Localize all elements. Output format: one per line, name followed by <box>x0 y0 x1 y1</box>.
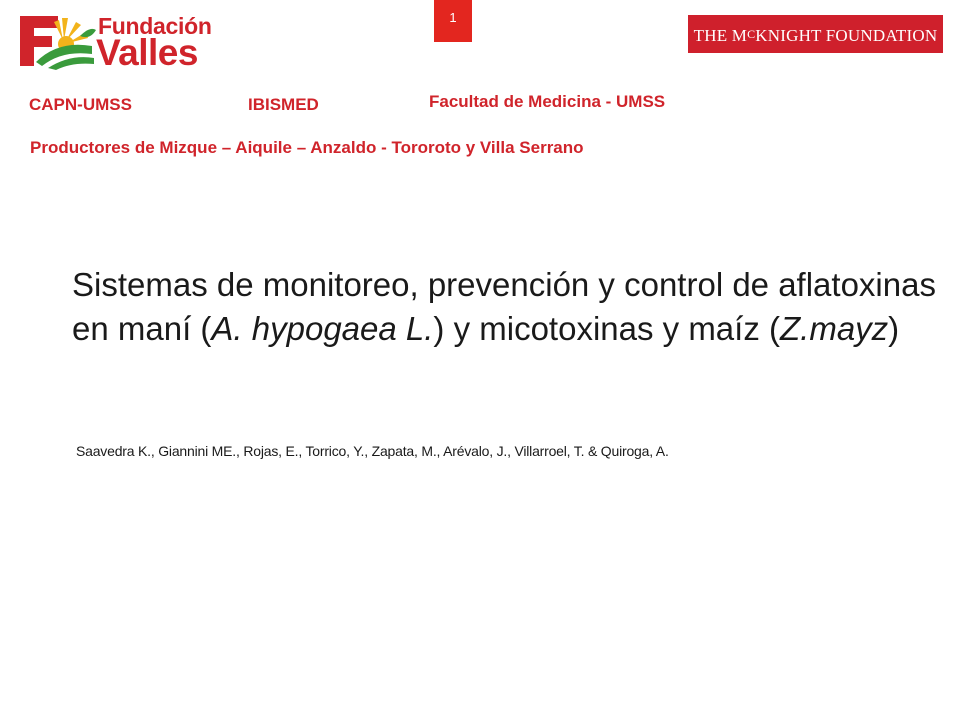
title-part-3: ) <box>888 310 900 347</box>
mcknight-text-pre: THE M <box>693 26 748 45</box>
partner-facultad-medicina: Facultad de Medicina - UMSS <box>429 92 666 111</box>
title-italic-species-peanut: A. hypogaea L. <box>211 310 434 347</box>
partner-ibismed: IBISMED <box>248 95 319 114</box>
title-part-2: ) y micotoxinas y maíz ( <box>433 310 780 347</box>
logo-text-fundacion: Fundación <box>98 13 212 39</box>
mcknight-foundation-logo <box>688 15 943 53</box>
page-number-badge: 1 <box>434 0 472 42</box>
slide-title <box>72 263 942 351</box>
partner-productores: Productores de Mizque – Aiquile – Anzaldo - Tororoto y Villa Serrano <box>30 138 584 157</box>
fundacion-valles-logo <box>18 10 228 72</box>
logo-text-valles: Valles <box>96 32 198 73</box>
authors-line: Saavedra K., Giannini ME., Rojas, E., Torrico, Y., Zapata, M., Arévalo, J., Villarroel, T. & Quiroga, A. <box>76 443 669 459</box>
title-part-1: Sistemas de monitoreo, prevención y control de aflatoxinas en maní ( <box>72 266 936 347</box>
partner-capn-umss: CAPN-UMSS <box>29 95 132 114</box>
title-italic-species-maize: Z.mayz <box>780 310 889 347</box>
mcknight-text-small: C <box>747 27 756 41</box>
mcknight-text-post: KNIGHT FOUNDATION <box>755 26 938 45</box>
fundacion-valles-emblem-icon <box>18 10 98 70</box>
